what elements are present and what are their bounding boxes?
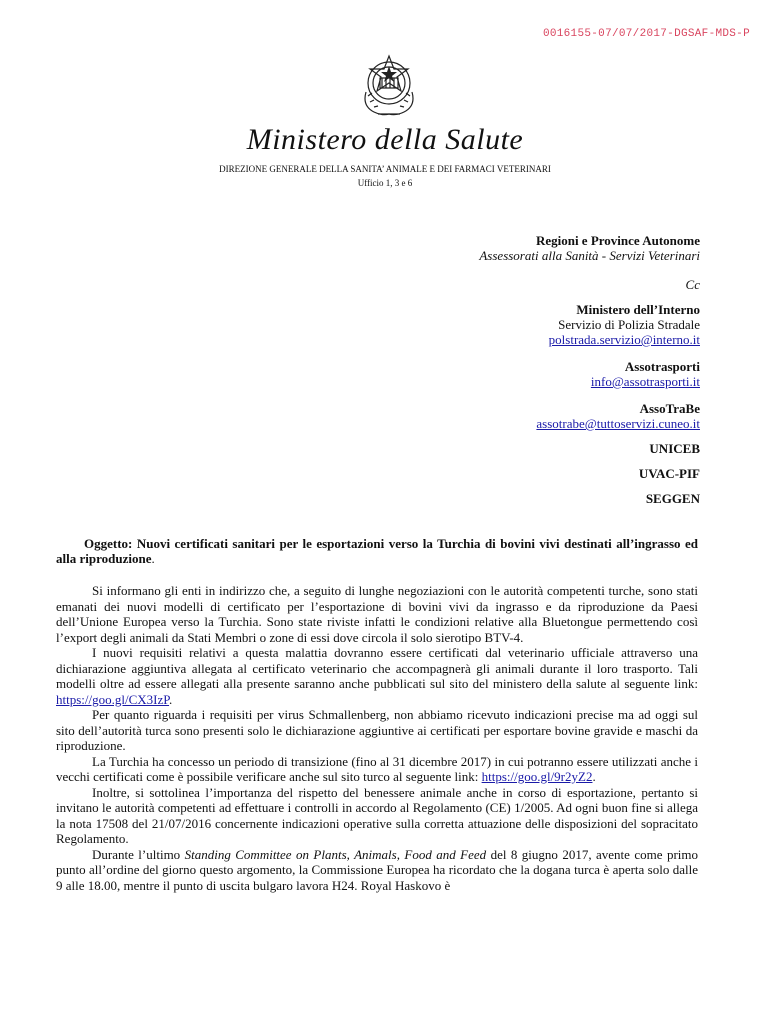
subject-end: .: [151, 551, 155, 566]
email-link-assotrasporti[interactable]: info@assotrasporti.it: [590, 374, 700, 389]
paragraph-1: Si informano gli enti in indirizzo che, a seguito di lunghe negoziazioni con le autorità competenti turche, sono stati emanati dei nuovi modelli di certificato per l’esportazione di bovini vivi da ingrasso e da riproduzione da Paesi dell’Unione Europea verso la Turchia. Sono state riviste infatti le condizioni relative alla Bluetongue permettendo così l’export degli animali da Stati Membri o zone di essi dove circola il solo sierotipo BTV-4.: [56, 583, 698, 645]
paragraph-4-text: La Turchia ha concesso un periodo di transizione (fino al 31 dicembre 2017) in cui potranno essere utilizzati anche i vecchi certificati come è possibile verificare anche sul sito turco al seguente link:: [56, 753, 698, 784]
paragraph-2-text: I nuovi requisiti relativi a questa malattia dovranno essere certificati dal veterinario ufficiale attraverso una dichiarazione aggiuntiva allegata al certificato veterinario che accompagnerà gli animali durante il loro trasporto. Tali modelli oltre ad essere allegati alla presente saranno anche pubblicati sul sito del ministero della salute al seguente link:: [56, 645, 698, 691]
recipient-regioni: Regioni e Province Autonome: [535, 233, 700, 248]
recipients-block: [300, 233, 700, 506]
recipient-assessorati: Assessorati alla Sanità - Servizi Veterinari: [479, 248, 700, 263]
recipient-polizia-stradale: Servizio di Polizia Stradale: [558, 317, 700, 332]
ufficio: Ufficio 1, 3 e 6: [357, 178, 413, 188]
letter-body: [56, 583, 698, 893]
paragraph-5: Inoltre, si sottolinea l’importanza del rispetto del benessere animale anche in corso di esportazione, pertanto si invitano le autorità competenti ad effettuare i controlli in accordo al Regolamento (CE) 1/2005. Ad ogni buon fine si allega la nota 17508 del 21/07/2016 concernente indicazioni operative sulla corretta attuazione delle disposizioni del sopracitato Regolamento.: [56, 784, 698, 846]
paragraph-4: [56, 754, 698, 785]
paragraph-2: [56, 645, 698, 707]
recipient-assotrasporti: Assotrasporti: [624, 359, 700, 374]
email-link-polstrada[interactable]: polstrada.servizio@interno.it: [548, 332, 700, 347]
cc-label: Cc: [685, 277, 700, 292]
paragraph-3: Per quanto riguarda i requisiti per virus Schmallenberg, non abbiamo ricevuto indicazioni precise ma ad oggi sul sito dell’autorità turca sono presenti solo le dichiarazione aggiuntive ai certificati per esportare bovine gravide e maschi da riproduzione.: [56, 707, 698, 753]
link-sito-turco[interactable]: https://goo.gl/9r2yZ2: [481, 769, 593, 784]
paragraph-6-c: del 8 giugno 2017, avente come primo punto all’ordine del giorno questo argomento, la Commissione Europea ha ricordato che la dogana turca è aperta solo dalle 9 alle 18.00, mentre il punto di uscita bulgaro lavora H24. Royal Haskovo è: [56, 846, 698, 893]
italian-republic-emblem-icon: [358, 52, 420, 118]
ministry-name: Ministero della Salute: [246, 123, 524, 156]
recipient-uvac-pif: UVAC-PIF: [638, 466, 700, 481]
recipient-uniceb: UNICEB: [649, 441, 700, 456]
email-link-assotrabe[interactable]: assotrabe@tuttoservizi.cuneo.it: [536, 416, 700, 431]
subject-text: Oggetto: Nuovi certificati sanitari per le esportazioni verso la Turchia di bovini vivi destinati all’ingrasso ed alla riproduzione: [56, 536, 698, 566]
subject-line: [56, 536, 698, 566]
paragraph-6-committee: Standing Committee on Plants, Animals, Food and Feed: [184, 846, 487, 862]
recipient-ministero-interno: Ministero dell’Interno: [576, 302, 700, 317]
link-certificati-ministero[interactable]: https://goo.gl/CX3IzP: [56, 691, 170, 707]
recipient-assotrabe: AssoTraBe: [639, 401, 700, 416]
paragraph-2-end: .: [169, 691, 173, 707]
protocol-number: 0016155-07/07/2017-DGSAF-MDS-P: [542, 28, 750, 40]
direzione-generale: DIREZIONE GENERALE DELLA SANITA’ ANIMALE E DEI FARMACI VETERINARI: [219, 164, 551, 174]
paragraph-4-end: .: [592, 769, 596, 784]
recipient-seggen: SEGGEN: [645, 491, 700, 506]
paragraph-6: [56, 847, 698, 894]
paragraph-6-a: Durante l’ultimo: [92, 846, 185, 862]
